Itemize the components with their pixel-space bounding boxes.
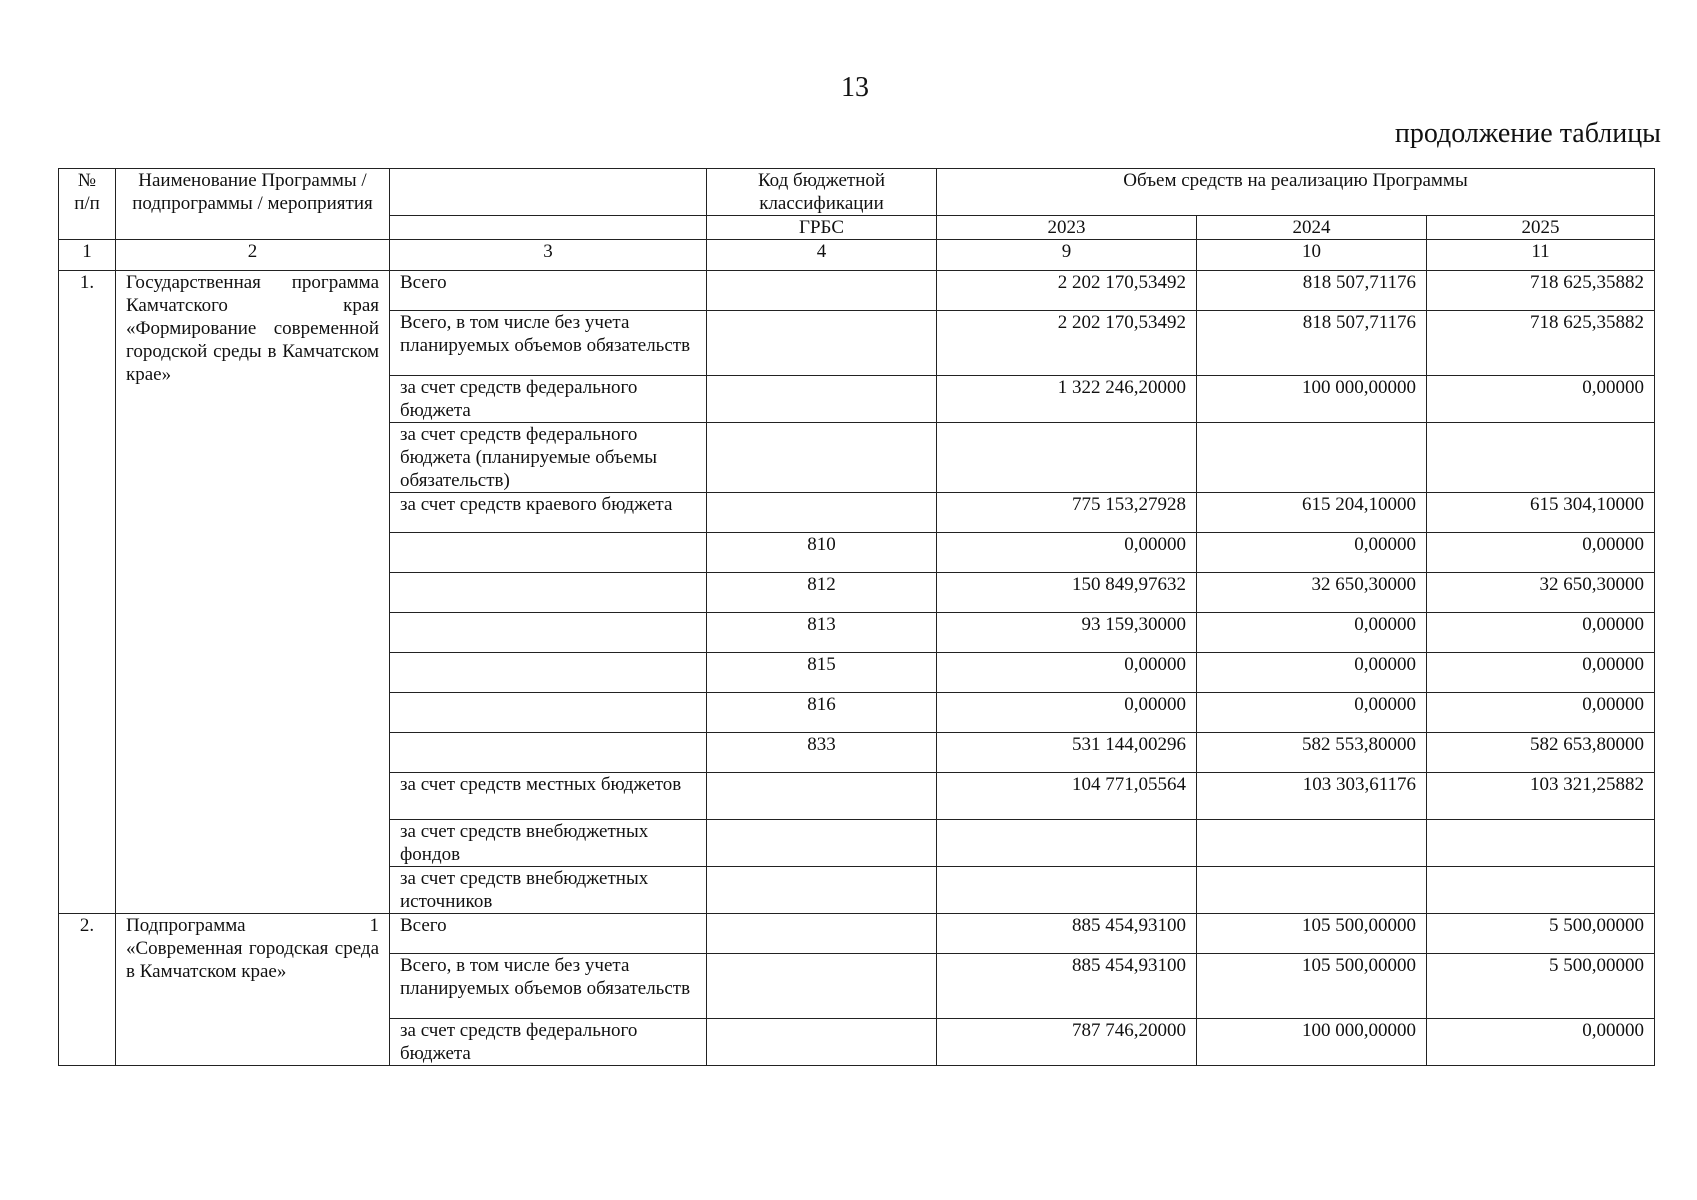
grbs-code — [707, 1019, 937, 1066]
colnum-2: 2 — [116, 240, 390, 271]
funding-source: за счет средств федерального бюджета — [390, 1019, 707, 1066]
value-2025: 0,00000 — [1427, 693, 1655, 733]
header-blank — [390, 169, 707, 216]
header-year-2024: 2024 — [1197, 216, 1427, 240]
value-2023: 775 153,27928 — [937, 493, 1197, 533]
funding-source: за счет средств федерального бюджета (планируемые объемы обязательств) — [390, 423, 707, 493]
value-2023 — [937, 867, 1197, 914]
value-2024 — [1197, 423, 1427, 493]
value-2025: 0,00000 — [1427, 613, 1655, 653]
table-row — [59, 271, 1655, 311]
row-number: 2. — [59, 914, 116, 1066]
value-2023: 531 144,00296 — [937, 733, 1197, 773]
funding-source — [390, 733, 707, 773]
colnum-11: 11 — [1427, 240, 1655, 271]
funding-source — [390, 653, 707, 693]
grbs-code: 815 — [707, 653, 937, 693]
funding-source: Всего, в том числе без учета планируемых объемов обязательств — [390, 311, 707, 376]
grbs-code — [707, 271, 937, 311]
continuation-label: продолжение таблицы — [1394, 118, 1661, 149]
column-number-row — [59, 240, 1655, 271]
value-2024: 0,00000 — [1197, 693, 1427, 733]
header-row — [59, 169, 1655, 216]
grbs-code — [707, 376, 937, 423]
page-number: 13 — [841, 72, 869, 103]
grbs-code — [707, 311, 937, 376]
value-2025: 718 625,35882 — [1427, 311, 1655, 376]
colnum-10: 10 — [1197, 240, 1427, 271]
value-2025: 5 500,00000 — [1427, 914, 1655, 954]
grbs-code: 810 — [707, 533, 937, 573]
header-grbs: ГРБС — [707, 216, 937, 240]
table-row — [59, 914, 1655, 954]
value-2025: 615 304,10000 — [1427, 493, 1655, 533]
colnum-3: 3 — [390, 240, 707, 271]
grbs-code: 812 — [707, 573, 937, 613]
value-2024: 582 553,80000 — [1197, 733, 1427, 773]
funding-source: Всего — [390, 271, 707, 311]
colnum-1: 1 — [59, 240, 116, 271]
grbs-code: 816 — [707, 693, 937, 733]
value-2024: 105 500,00000 — [1197, 954, 1427, 1019]
funding-source: за счет средств внебюджетных источников — [390, 867, 707, 914]
grbs-code: 813 — [707, 613, 937, 653]
value-2025: 32 650,30000 — [1427, 573, 1655, 613]
value-2024: 103 303,61176 — [1197, 773, 1427, 820]
funding-source: за счет средств федерального бюджета — [390, 376, 707, 423]
value-2023: 104 771,05564 — [937, 773, 1197, 820]
grbs-code — [707, 820, 937, 867]
value-2023: 787 746,20000 — [937, 1019, 1197, 1066]
value-2024: 615 204,10000 — [1197, 493, 1427, 533]
row-number: 1. — [59, 271, 116, 914]
funding-source: Всего, в том числе без учета планируемых объемов обязательств — [390, 954, 707, 1019]
value-2024: 100 000,00000 — [1197, 376, 1427, 423]
value-2024: 818 507,71176 — [1197, 311, 1427, 376]
colnum-9: 9 — [937, 240, 1197, 271]
value-2023: 150 849,97632 — [937, 573, 1197, 613]
value-2023: 0,00000 — [937, 653, 1197, 693]
funding-source — [390, 693, 707, 733]
value-2023: 2 202 170,53492 — [937, 271, 1197, 311]
value-2023: 0,00000 — [937, 693, 1197, 733]
value-2025: 582 653,80000 — [1427, 733, 1655, 773]
grbs-code: 833 — [707, 733, 937, 773]
funding-source: за счет средств местных бюджетов — [390, 773, 707, 820]
value-2023: 2 202 170,53492 — [937, 311, 1197, 376]
grbs-code — [707, 773, 937, 820]
header-blank-2 — [390, 216, 707, 240]
header-name: Наименование Программы / подпрограммы / мероприятия — [116, 169, 390, 240]
budget-table — [58, 168, 1655, 1066]
header-num: № п/п — [59, 169, 116, 240]
value-2024: 0,00000 — [1197, 613, 1427, 653]
value-2023 — [937, 423, 1197, 493]
grbs-code — [707, 914, 937, 954]
value-2025: 103 321,25882 — [1427, 773, 1655, 820]
value-2024: 100 000,00000 — [1197, 1019, 1427, 1066]
grbs-code — [707, 423, 937, 493]
funding-source — [390, 613, 707, 653]
funding-source — [390, 573, 707, 613]
value-2024: 32 650,30000 — [1197, 573, 1427, 613]
value-2023: 0,00000 — [937, 533, 1197, 573]
value-2023: 885 454,93100 — [937, 914, 1197, 954]
value-2025 — [1427, 423, 1655, 493]
funding-source: за счет средств внебюджетных фондов — [390, 820, 707, 867]
colnum-4: 4 — [707, 240, 937, 271]
value-2025: 5 500,00000 — [1427, 954, 1655, 1019]
header-code: Код бюджетной классификации — [707, 169, 937, 216]
grbs-code — [707, 954, 937, 1019]
header-volume: Объем средств на реализацию Программы — [937, 169, 1655, 216]
grbs-code — [707, 867, 937, 914]
value-2023: 93 159,30000 — [937, 613, 1197, 653]
value-2024: 0,00000 — [1197, 533, 1427, 573]
program-name: Подпрограмма 1 «Современная городская среда в Камчатском крае» — [116, 914, 390, 1066]
value-2025: 0,00000 — [1427, 1019, 1655, 1066]
value-2025 — [1427, 867, 1655, 914]
value-2024 — [1197, 820, 1427, 867]
value-2025: 718 625,35882 — [1427, 271, 1655, 311]
value-2023 — [937, 820, 1197, 867]
program-name: Государственная программа Камчатского края «Формирование современной городской среды в Камчатском крае» — [116, 271, 390, 914]
funding-source: Всего — [390, 914, 707, 954]
value-2024: 105 500,00000 — [1197, 914, 1427, 954]
value-2025 — [1427, 820, 1655, 867]
funding-source: за счет средств краевого бюджета — [390, 493, 707, 533]
funding-source — [390, 533, 707, 573]
value-2025: 0,00000 — [1427, 533, 1655, 573]
value-2023: 1 322 246,20000 — [937, 376, 1197, 423]
value-2024 — [1197, 867, 1427, 914]
value-2024: 818 507,71176 — [1197, 271, 1427, 311]
header-year-2025: 2025 — [1427, 216, 1655, 240]
value-2025: 0,00000 — [1427, 653, 1655, 693]
value-2023: 885 454,93100 — [937, 954, 1197, 1019]
header-year-2023: 2023 — [937, 216, 1197, 240]
value-2025: 0,00000 — [1427, 376, 1655, 423]
value-2024: 0,00000 — [1197, 653, 1427, 693]
grbs-code — [707, 493, 937, 533]
